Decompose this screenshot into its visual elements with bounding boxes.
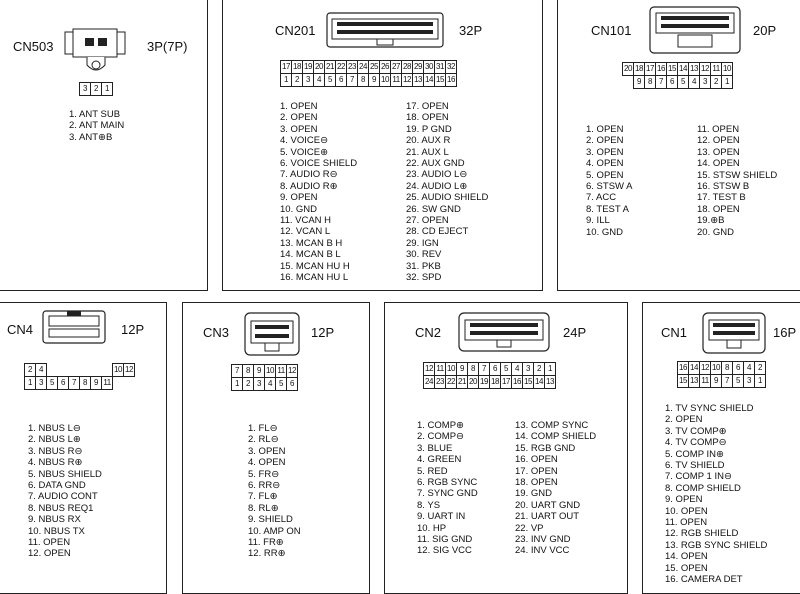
pin-number-cell: 5 [275, 377, 287, 391]
pin-number-cell: 30 [423, 60, 435, 74]
pin-label: 4. NBUS R⊕ [28, 457, 83, 469]
pin-label: 12. OPEN [697, 135, 740, 147]
pin-number-cell: 14 [533, 375, 545, 389]
pin-label: 7. SYNC GND [417, 488, 478, 500]
pin-grid-row [423, 375, 555, 388]
pin-number-cell: 8 [79, 376, 91, 390]
pin-number-cell: 4 [743, 361, 755, 375]
pin-label: 5. FR⊖ [248, 468, 280, 480]
pin-number-cell: 6 [732, 361, 744, 375]
pin-label: 32. SPD [406, 272, 442, 284]
pin-number-cell: 24 [357, 60, 369, 74]
pin-number-cell: 2 [754, 361, 766, 375]
connector-housing-icon [327, 13, 445, 51]
pin-label: 10. AMP ON [248, 525, 301, 537]
pin-number-cell: 11 [434, 362, 446, 376]
pin-label: 14. MCAN B L [280, 249, 341, 261]
pin-number-cell: 10 [112, 363, 124, 377]
pin-number-cell: 6 [489, 362, 501, 376]
pin-grid-row [423, 362, 555, 375]
pin-label: 6. STSW A [586, 181, 633, 193]
pin-label: 3. TV COMP⊕ [665, 425, 727, 437]
pin-label: 17. OPEN [515, 465, 558, 477]
pin-grid-row [622, 62, 732, 75]
panel-cn3 [182, 302, 370, 594]
pin-label: 9. NBUS RX [28, 514, 81, 526]
pin-number-cell: 5 [500, 362, 512, 376]
pin-label: 29. IGN [406, 237, 439, 249]
connector-housing-icon [65, 29, 127, 77]
pin-label: 2. RL⊖ [248, 434, 279, 446]
pin-number-cell: 8 [242, 364, 254, 378]
pin-number-cell: 5 [677, 75, 689, 89]
pin-number-cell: 19 [302, 60, 314, 74]
pin-number-cell: 9 [253, 364, 265, 378]
pin-label: 12. RGB SHIELD [665, 528, 739, 540]
pin-number-cell: 24 [423, 375, 435, 389]
pin-grid-row [231, 364, 297, 377]
pin-label: 4. TV COMP⊖ [665, 437, 727, 449]
pin-number-cell: 8 [721, 361, 733, 375]
pin-label: 6. RR⊖ [248, 480, 281, 492]
pin-number-cell: 20 [313, 60, 325, 74]
pin-label: 4. GREEN [417, 454, 462, 466]
pin-label: 9. OPEN [280, 192, 318, 204]
pin-label: 7. COMP 1 IN⊖ [665, 471, 732, 483]
pin-label: 8. NBUS REQ1 [28, 502, 94, 514]
pin-number-cell: 18 [291, 60, 303, 74]
pin-number-cell: 1 [544, 362, 556, 376]
pin-grid-row [79, 82, 112, 95]
pin-number-cell: 10 [379, 73, 391, 87]
pin-label: 1. NBUS L⊖ [28, 423, 81, 434]
pin-number-cell: 10 [721, 62, 733, 76]
pin-label: 12. SIG VCC [417, 545, 472, 557]
pin-label: 9. OPEN [665, 494, 703, 506]
pin-grid-row [677, 374, 765, 387]
pin-label: 1. OPEN [586, 124, 624, 135]
pin-grid-row [622, 75, 732, 88]
pin-number-cell: 21 [456, 375, 468, 389]
pin-label: 7. FL⊕ [248, 491, 278, 503]
pin-grid [24, 363, 134, 389]
pin-label: 20. AUX R [406, 135, 451, 147]
pin-label: 24. INV VCC [515, 545, 570, 557]
pin-number-cell: 10 [264, 364, 276, 378]
pin-number-cell: 1 [280, 73, 292, 87]
pin-label: 2. COMP⊖ [417, 431, 465, 443]
pin-number-cell: 13 [688, 62, 700, 76]
pin-number-cell: 11 [390, 73, 402, 87]
pin-number-cell: 6 [57, 376, 69, 390]
pin-number-cell: 16 [445, 73, 457, 87]
pin-label: 1. OPEN [280, 101, 318, 112]
pin-number-cell: 4 [264, 377, 276, 391]
pin-number-cell: 20 [622, 62, 634, 76]
pin-number-cell: 23 [434, 375, 446, 389]
pin-number-cell: 1 [101, 82, 113, 96]
pin-number-cell: 6 [286, 377, 298, 391]
pin-number-cell: 2 [24, 363, 36, 377]
connector-name: CN4 [7, 322, 34, 337]
pin-label: 24. AUDIO L⊕ [406, 180, 468, 192]
pin-number-cell: 7 [721, 374, 733, 388]
pin-number-cell: 31 [434, 60, 446, 74]
pin-grid-row [231, 377, 297, 390]
pin-number-cell: 9 [710, 374, 722, 388]
pin-label: 11. VCAN H [280, 215, 332, 227]
pin-number-cell: 7 [655, 75, 667, 89]
pin-grid [423, 362, 555, 388]
pin-number-cell: 12 [423, 362, 435, 376]
pin-count: 12P [311, 325, 335, 340]
pin-number-cell: 14 [688, 361, 700, 375]
pin-grid-row [24, 363, 134, 376]
pin-number-cell: 4 [688, 75, 700, 89]
pin-number-cell: 15 [677, 374, 689, 388]
pin-number-cell: 21 [324, 60, 336, 74]
pin-number-cell: 8 [467, 362, 479, 376]
pin-label: 5. NBUS SHIELD [28, 468, 102, 480]
pin-number-cell: 27 [390, 60, 402, 74]
pin-label: 19.⊕B [697, 215, 725, 227]
pin-label: 28. CD EJECT [406, 226, 469, 238]
pin-number-cell: 3 [302, 73, 314, 87]
pin-number-cell: 3 [522, 362, 534, 376]
pin-label: 1. FL⊖ [248, 423, 278, 434]
pin-label: 9. UART IN [417, 511, 466, 523]
pin-label: 9. ILL [586, 215, 610, 227]
pin-number-cell: 28 [401, 60, 413, 74]
pin-number-cell: 3 [743, 374, 755, 388]
pin-number-cell: 3 [699, 75, 711, 89]
pin-number-cell: 4 [511, 362, 523, 376]
pin-count: 12P [121, 322, 145, 337]
pin-label: 14. OPEN [665, 551, 708, 563]
pin-label: 5. VOICE⊕ [280, 146, 329, 158]
connector-housing-icon [703, 313, 767, 357]
pin-number-cell: 13 [412, 73, 424, 87]
pin-label: 23. AUDIO L⊖ [406, 169, 468, 181]
pin-number-cell: 11 [699, 374, 711, 388]
pin-number-cell: 14 [423, 73, 435, 87]
pin-grid-row [280, 60, 456, 73]
pin-label: 14. COMP SHIELD [515, 431, 597, 443]
pin-number-cell: 1 [24, 376, 36, 390]
pin-list [69, 109, 124, 143]
pin-count: 20P [753, 23, 777, 38]
pin-list-right [406, 101, 488, 284]
panel-cn4 [0, 302, 167, 594]
pin-number-cell: 12 [699, 62, 711, 76]
pin-number-cell: 9 [90, 376, 102, 390]
pin-number-cell: 12 [123, 363, 135, 377]
pin-list [248, 423, 301, 560]
pin-label: 7. AUDIO R⊖ [280, 169, 338, 181]
pin-number-cell: 15 [522, 375, 534, 389]
pin-number-cell: 2 [533, 362, 545, 376]
pin-number-cell: 9 [456, 362, 468, 376]
pin-number-cell: 18 [489, 375, 501, 389]
pin-number-cell: 5 [732, 374, 744, 388]
pin-count: 24P [563, 325, 587, 340]
pin-number-cell: 12 [699, 361, 711, 375]
pin-label: 2. OPEN [586, 135, 624, 147]
pin-label: 2. OPEN [280, 112, 318, 124]
pin-label: 12. OPEN [28, 548, 71, 560]
pin-list [28, 423, 102, 560]
connector-housing-icon [650, 7, 742, 57]
pin-label: 27. OPEN [406, 215, 449, 227]
pin-label: 3. ANT⊕B [69, 131, 113, 143]
pin-label: 15. RGB GND [515, 442, 576, 454]
pin-label: 5. OPEN [586, 169, 624, 181]
pin-count: 16P [773, 325, 797, 340]
pin-list-left [586, 124, 632, 238]
pin-label: 4. OPEN [586, 158, 624, 170]
pin-label: 20. UART GND [515, 499, 581, 511]
pin-number-cell: 20 [467, 375, 479, 389]
pin-grid [79, 82, 112, 95]
pin-label: 15. STSW SHIELD [697, 169, 778, 181]
pin-number-cell: 5 [46, 376, 58, 390]
pin-label: 1. TV SYNC SHIELD [665, 403, 754, 414]
connector-name: CN1 [661, 325, 688, 340]
pin-label: 6. DATA GND [28, 480, 86, 492]
pin-label: 19. P GND [406, 123, 452, 135]
pin-label: 18. OPEN [406, 112, 449, 124]
pin-number-cell: 2 [90, 82, 102, 96]
pin-label: 7. AUDIO CONT [28, 491, 98, 503]
pin-label: 16. MCAN HU L [280, 272, 349, 284]
pin-label: 10. GND [586, 226, 623, 238]
pin-number-cell: 12 [401, 73, 413, 87]
pin-label: 12. RR⊕ [248, 548, 286, 560]
pin-number-cell: 10 [710, 361, 722, 375]
pin-number-cell: 15 [434, 73, 446, 87]
pin-label: 8. AUDIO R⊕ [280, 180, 338, 192]
pin-label: 3. OPEN [248, 445, 286, 457]
pin-label: 9. SHIELD [248, 514, 293, 526]
connector-name: CN503 [13, 39, 54, 54]
connector-name: CN3 [203, 325, 230, 340]
panel-cn2 [384, 302, 628, 594]
pin-number-cell: 13 [688, 374, 700, 388]
pin-label: 6. RGB SYNC [417, 477, 478, 489]
pin-list [665, 403, 767, 586]
panel-cn503 [0, 0, 208, 291]
pin-grid [622, 62, 732, 88]
pin-label: 10. HP [417, 522, 447, 534]
pin-label: 2. OPEN [665, 414, 703, 426]
pin-number-cell: 17 [280, 60, 292, 74]
pin-list-right [697, 124, 777, 238]
pin-grid [231, 364, 297, 390]
pin-number-cell: 2 [291, 73, 303, 87]
connector-name: CN201 [275, 23, 316, 38]
pin-label: 13. COMP SYNC [515, 420, 589, 431]
pin-number-cell: 23 [346, 60, 358, 74]
pin-label: 16. OPEN [515, 454, 558, 466]
pin-number-cell: 1 [231, 377, 243, 391]
pin-label: 16. STSW B [697, 181, 750, 193]
pin-label: 21. UART OUT [515, 511, 580, 523]
pin-label: 11. SIG GND [417, 534, 473, 546]
pin-label: 1. COMP⊕ [417, 420, 465, 431]
pin-number-cell: 9 [368, 73, 380, 87]
pin-number-cell: 3 [79, 82, 91, 96]
pin-grid [280, 60, 456, 86]
pin-label: 18. OPEN [697, 203, 740, 215]
pin-number-cell: 7 [68, 376, 80, 390]
pin-number-cell: 22 [335, 60, 347, 74]
pin-list-left [417, 420, 478, 557]
pin-list-left [280, 101, 357, 284]
pin-label: 16. CAMERA DET [665, 574, 743, 586]
pin-grid [677, 361, 765, 387]
pin-label: 4. OPEN [248, 457, 286, 469]
pin-label: 19. GND [515, 488, 552, 500]
pin-label: 17. TEST B [697, 192, 746, 204]
pin-number-cell: 4 [313, 73, 325, 87]
pin-number-cell: 29 [412, 60, 424, 74]
pin-count: 3P(7P) [147, 39, 188, 54]
pin-number-cell: 22 [445, 375, 457, 389]
pin-label: 7. ACC [586, 192, 617, 204]
pin-label: 2. NBUS L⊕ [28, 434, 81, 446]
pin-label: 14. OPEN [697, 158, 740, 170]
pin-list-right [515, 420, 596, 557]
pin-number-cell: 16 [677, 361, 689, 375]
pin-label: 3. NBUS R⊖ [28, 445, 83, 457]
pin-number-cell: 7 [231, 364, 243, 378]
pin-label: 3. OPEN [586, 146, 624, 158]
pin-number-cell: 17 [500, 375, 512, 389]
connector-housing-icon [245, 313, 301, 359]
pin-label: 8. RL⊕ [248, 502, 279, 514]
connector-name: CN2 [415, 325, 442, 340]
pin-label: 4. VOICE⊖ [280, 135, 329, 147]
pin-label: 26. SW GND [406, 203, 461, 215]
connector-housing-icon [43, 311, 107, 347]
pin-label: 18. OPEN [515, 477, 558, 489]
pin-label: 3. OPEN [280, 123, 318, 135]
pin-number-cell: 11 [710, 62, 722, 76]
pin-number-cell: 6 [335, 73, 347, 87]
pin-label: 15. OPEN [665, 562, 708, 574]
pin-label: 10. NBUS TX [28, 525, 85, 537]
pin-number-cell: 1 [754, 374, 766, 388]
pin-number-cell: 19 [478, 375, 490, 389]
pin-label: 8. TEST A [586, 203, 629, 215]
pin-label: 13. MCAN B H [280, 237, 343, 249]
pin-label: 22. VP [515, 522, 544, 534]
pin-label: 10. GND [280, 203, 317, 215]
pin-label: 5. RED [417, 465, 448, 477]
pin-number-cell: 8 [357, 73, 369, 87]
pin-grid-row [24, 376, 134, 389]
pin-number-cell: 10 [445, 362, 457, 376]
pin-number-cell: 2 [710, 75, 722, 89]
pin-number-cell: 2 [242, 377, 254, 391]
pin-label: 2. ANT MAIN [69, 120, 125, 132]
pin-number-cell: 7 [346, 73, 358, 87]
pin-number-cell: 16 [511, 375, 523, 389]
pin-label: 11. FR⊕ [248, 537, 284, 549]
pin-number-cell: 5 [324, 73, 336, 87]
pin-number-cell: 12 [286, 364, 298, 378]
pin-label: 11. OPEN [697, 124, 740, 135]
pin-number-cell: 1 [721, 75, 733, 89]
pin-label: 31. PKB [406, 260, 441, 272]
connector-housing-icon [459, 313, 551, 355]
pin-label: 10. OPEN [665, 505, 708, 517]
pin-label: 30. REV [406, 249, 442, 261]
pin-label: 8. YS [417, 499, 441, 511]
pin-number-cell: 3 [253, 377, 265, 391]
pin-label: 5. COMP IN⊕ [665, 448, 724, 460]
pin-label: 15. MCAN HU H [280, 260, 350, 272]
pin-label: 11. OPEN [665, 517, 708, 529]
panel-cn1 [642, 302, 800, 594]
panel-cn101 [557, 0, 800, 291]
pin-number-cell: 32 [445, 60, 457, 74]
pin-number-cell: 8 [644, 75, 656, 89]
panel-cn201 [222, 0, 543, 291]
pin-label: 23. INV GND [515, 534, 571, 546]
pin-label: 11. OPEN [28, 537, 71, 549]
pin-label: 3. BLUE [417, 442, 453, 454]
pin-number-cell: 11 [101, 376, 113, 390]
pin-label: 6. TV SHIELD [665, 460, 725, 472]
pin-number-cell: 11 [275, 364, 287, 378]
pin-number-cell: 7 [478, 362, 490, 376]
pin-label: 1. ANT SUB [69, 109, 121, 120]
pin-number-cell: 14 [677, 62, 689, 76]
pin-label: 8. COMP SHIELD [665, 482, 741, 494]
pin-label: 17. OPEN [406, 101, 449, 112]
pin-label: 22. AUX GND [406, 158, 465, 170]
pin-number-cell: 6 [666, 75, 678, 89]
connector-name: CN101 [591, 23, 632, 38]
pin-grid-row [280, 73, 456, 86]
pin-label: 20. GND [697, 226, 734, 238]
pin-number-cell: 26 [379, 60, 391, 74]
pin-label: 6. VOICE SHIELD [280, 158, 358, 170]
pin-number-cell: 17 [644, 62, 656, 76]
pin-grid-row [677, 361, 765, 374]
pin-number-cell: 3 [35, 376, 47, 390]
pin-number-cell: 25 [368, 60, 380, 74]
pin-label: 25. AUDIO SHIELD [406, 192, 489, 204]
pin-number-cell: 15 [666, 62, 678, 76]
pin-label: 21. AUX L [406, 146, 449, 158]
pin-number-cell: 9 [633, 75, 645, 89]
pin-label: 13. OPEN [697, 146, 740, 158]
pin-label: 12. VCAN L [280, 226, 331, 238]
pin-number-cell: 4 [35, 363, 47, 377]
pin-number-cell: 18 [633, 62, 645, 76]
pin-count: 32P [459, 23, 483, 38]
pin-number-cell: 13 [544, 375, 556, 389]
pin-number-cell: 16 [655, 62, 667, 76]
pin-label: 13. RGB SYNC SHIELD [665, 539, 768, 551]
